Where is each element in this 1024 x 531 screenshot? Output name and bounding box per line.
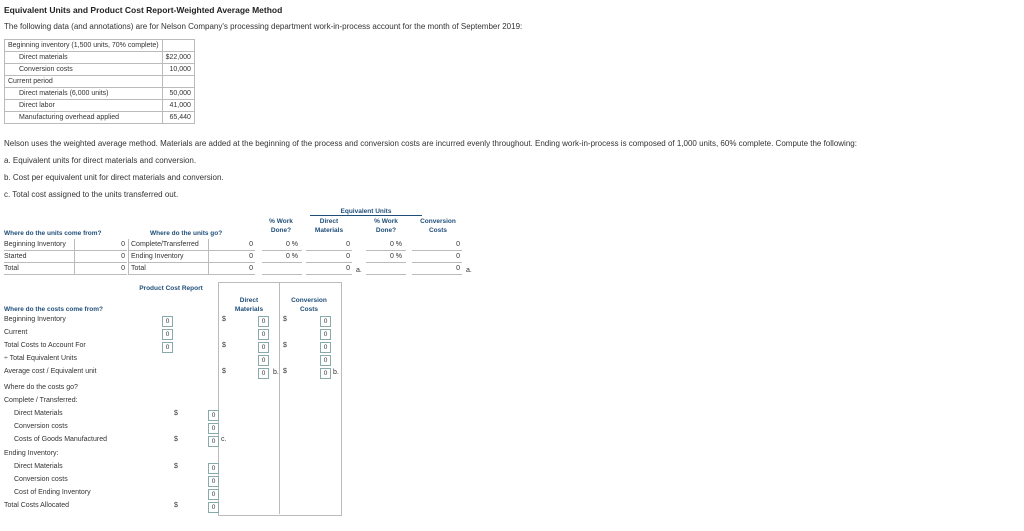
report-cc-input[interactable]: 0 xyxy=(320,368,331,379)
data-table-label: Conversion costs xyxy=(5,64,163,76)
data-table-label: Manufacturing overhead applied xyxy=(5,112,163,124)
report-value-input[interactable]: 0 xyxy=(208,463,219,474)
pct-work-header-1: % Work Done? xyxy=(269,218,293,234)
units-conversion-costs[interactable]: 0 xyxy=(412,239,462,251)
report-row-label: Total Costs Allocated xyxy=(4,502,69,509)
data-table-row xyxy=(5,40,195,52)
question-b: b. Cost per equivalent unit for direct materials and conversion. xyxy=(4,173,224,182)
report-row-label: Cost of Ending Inventory xyxy=(14,489,91,496)
data-table-value xyxy=(162,40,194,52)
units-direct-materials[interactable]: 0 xyxy=(306,239,352,251)
report-dm-dollar: $ xyxy=(222,368,226,375)
data-table-row xyxy=(5,88,195,100)
report-cc-input[interactable]: 0 xyxy=(320,316,331,327)
report-dollar: $ xyxy=(174,463,178,470)
pct-work-header-2: % Work Done? xyxy=(374,218,398,234)
report-dm-dollar: $ xyxy=(222,316,226,323)
data-table-value xyxy=(162,76,194,88)
data-table-value: 10,000 xyxy=(162,64,194,76)
question-c: c. Total cost assigned to the units transferred out. xyxy=(4,190,179,199)
instructions-text: Nelson uses the weighted average method. Materials are added at the beginning of the process and conversion costs are incurred evenly throughout. Ending work-in-process is composed of 1,000 units, 60% complete. Compute the following: xyxy=(4,139,857,148)
ending-inventory-header: Ending Inventory: xyxy=(4,450,59,457)
units-from-label: Started xyxy=(4,251,74,263)
units-to-label: Total xyxy=(128,263,209,275)
units-to-label: Complete/Transferred xyxy=(128,239,209,251)
data-table-row xyxy=(5,100,195,112)
report-value-input[interactable]: 0 xyxy=(208,410,219,421)
report-dm-input[interactable]: 0 xyxy=(258,342,269,353)
data-table-value: 65,440 xyxy=(162,112,194,124)
complete-transferred-header: Complete / Transferred: xyxy=(4,397,78,404)
data-table-label: Beginning inventory (1,500 units, 70% complete) xyxy=(5,40,163,52)
report-dm-dollar: $ xyxy=(222,342,226,349)
units-conversion-costs[interactable]: 0 xyxy=(412,263,462,275)
report-dollar: $ xyxy=(174,410,178,417)
data-table-row xyxy=(5,76,195,88)
units-from-input[interactable]: 0 xyxy=(74,239,127,251)
units-to-label: Ending Inventory xyxy=(128,251,209,263)
mark-b-2: b. xyxy=(333,369,339,376)
report-row-label: Average cost / Equivalent unit xyxy=(4,368,97,375)
report-value-input[interactable]: 0 xyxy=(208,489,219,500)
data-table-label: Direct labor xyxy=(5,100,163,112)
data-table-value: $22,000 xyxy=(162,52,194,64)
units-from-input[interactable]: 0 xyxy=(74,251,127,263)
report-row-label: Conversion costs xyxy=(14,476,68,483)
data-table-value: 50,000 xyxy=(162,88,194,100)
data-table-label: Direct materials (6,000 units) xyxy=(5,88,163,100)
units-pct-work-1[interactable] xyxy=(262,263,302,275)
data-table xyxy=(4,39,195,124)
units-from-label: Beginning Inventory xyxy=(4,239,74,251)
units-direct-materials[interactable]: 0 xyxy=(306,251,352,263)
report-dm-input[interactable]: 0 xyxy=(258,368,269,379)
report-value-input[interactable]: 0 xyxy=(208,476,219,487)
report-row-label: Conversion costs xyxy=(14,423,68,430)
report-dm-header: Direct Materials xyxy=(234,297,264,313)
units-from-input[interactable]: 0 xyxy=(74,263,127,275)
data-table-label: Direct materials xyxy=(5,52,163,64)
report-cc-input[interactable]: 0 xyxy=(320,329,331,340)
report-dollar: $ xyxy=(174,502,178,509)
costs-come-from-header: Where do the costs come from? xyxy=(4,306,103,313)
units-come-from-header: Where do the units come from? xyxy=(4,230,102,237)
report-total-input[interactable]: 0 xyxy=(162,342,173,353)
report-dm-input[interactable]: 0 xyxy=(258,316,269,327)
mark-a-2: a. xyxy=(466,267,472,274)
report-row-label: ÷ Total Equivalent Units xyxy=(4,355,77,362)
units-pct-work-2[interactable]: 0 % xyxy=(366,239,406,251)
header-rule xyxy=(310,215,422,216)
equivalent-units-header: Equivalent Units xyxy=(340,208,392,215)
costs-go-header: Where do the costs go? xyxy=(4,384,78,391)
report-dm-input[interactable]: 0 xyxy=(258,329,269,340)
report-cc-dollar: $ xyxy=(283,316,287,323)
conversion-costs-header: Conversion Costs xyxy=(420,218,456,234)
report-dm-input[interactable]: 0 xyxy=(258,355,269,366)
report-cc-header: Conversion Costs xyxy=(291,297,327,313)
report-cc-dollar: $ xyxy=(283,342,287,349)
report-title: Product Cost Report xyxy=(139,285,203,292)
units-go-header: Where do the units go? xyxy=(150,230,223,237)
data-table-row xyxy=(5,112,195,124)
page-title: Equivalent Units and Product Cost Report-Weighted Average Method xyxy=(4,5,283,15)
report-total-input[interactable]: 0 xyxy=(162,329,173,340)
report-value-input[interactable]: 0 xyxy=(208,423,219,434)
data-table-row xyxy=(5,52,195,64)
units-pct-work-1[interactable]: 0 % xyxy=(262,239,302,251)
mark-b-1: b. xyxy=(273,369,279,376)
intro-text: The following data (and annotations) are for Nelson Company's processing department work-in-process account for the month of September 2019: xyxy=(4,22,523,31)
report-grid-divider xyxy=(279,282,280,514)
units-direct-materials[interactable]: 0 xyxy=(306,263,352,275)
units-from-label: Total xyxy=(4,263,74,275)
report-row-label: Costs of Goods Manufactured xyxy=(14,436,107,443)
units-pct-work-1[interactable]: 0 % xyxy=(262,251,302,263)
data-table-row xyxy=(5,64,195,76)
units-conversion-costs[interactable]: 0 xyxy=(412,251,462,263)
mark-c: c. xyxy=(221,436,227,443)
report-value-input[interactable]: 0 xyxy=(208,436,219,447)
direct-materials-header: Direct Materials xyxy=(314,218,344,234)
units-pct-work-2[interactable] xyxy=(366,263,406,275)
data-table-label: Current period xyxy=(5,76,163,88)
units-to-input[interactable]: 0 xyxy=(208,263,255,275)
units-to-input[interactable]: 0 xyxy=(208,251,255,263)
units-to-input[interactable]: 0 xyxy=(208,239,255,251)
question-a: a. Equivalent units for direct materials and conversion. xyxy=(4,156,197,165)
report-row-label: Total Costs to Account For xyxy=(4,342,86,349)
report-row-label: Direct Materials xyxy=(14,410,63,417)
report-row-label: Beginning Inventory xyxy=(4,316,66,323)
mark-a-1: a. xyxy=(356,267,362,274)
report-row-label: Current xyxy=(4,329,28,336)
report-dollar: $ xyxy=(174,436,178,443)
report-cc-input[interactable]: 0 xyxy=(320,355,331,366)
units-pct-work-2[interactable]: 0 % xyxy=(366,251,406,263)
data-table-value: 41,000 xyxy=(162,100,194,112)
report-value-input[interactable]: 0 xyxy=(208,502,219,513)
report-row-label: Direct Materials xyxy=(14,463,63,470)
report-cc-input[interactable]: 0 xyxy=(320,342,331,353)
report-cc-dollar: $ xyxy=(283,368,287,375)
report-total-input[interactable]: 0 xyxy=(162,316,173,327)
